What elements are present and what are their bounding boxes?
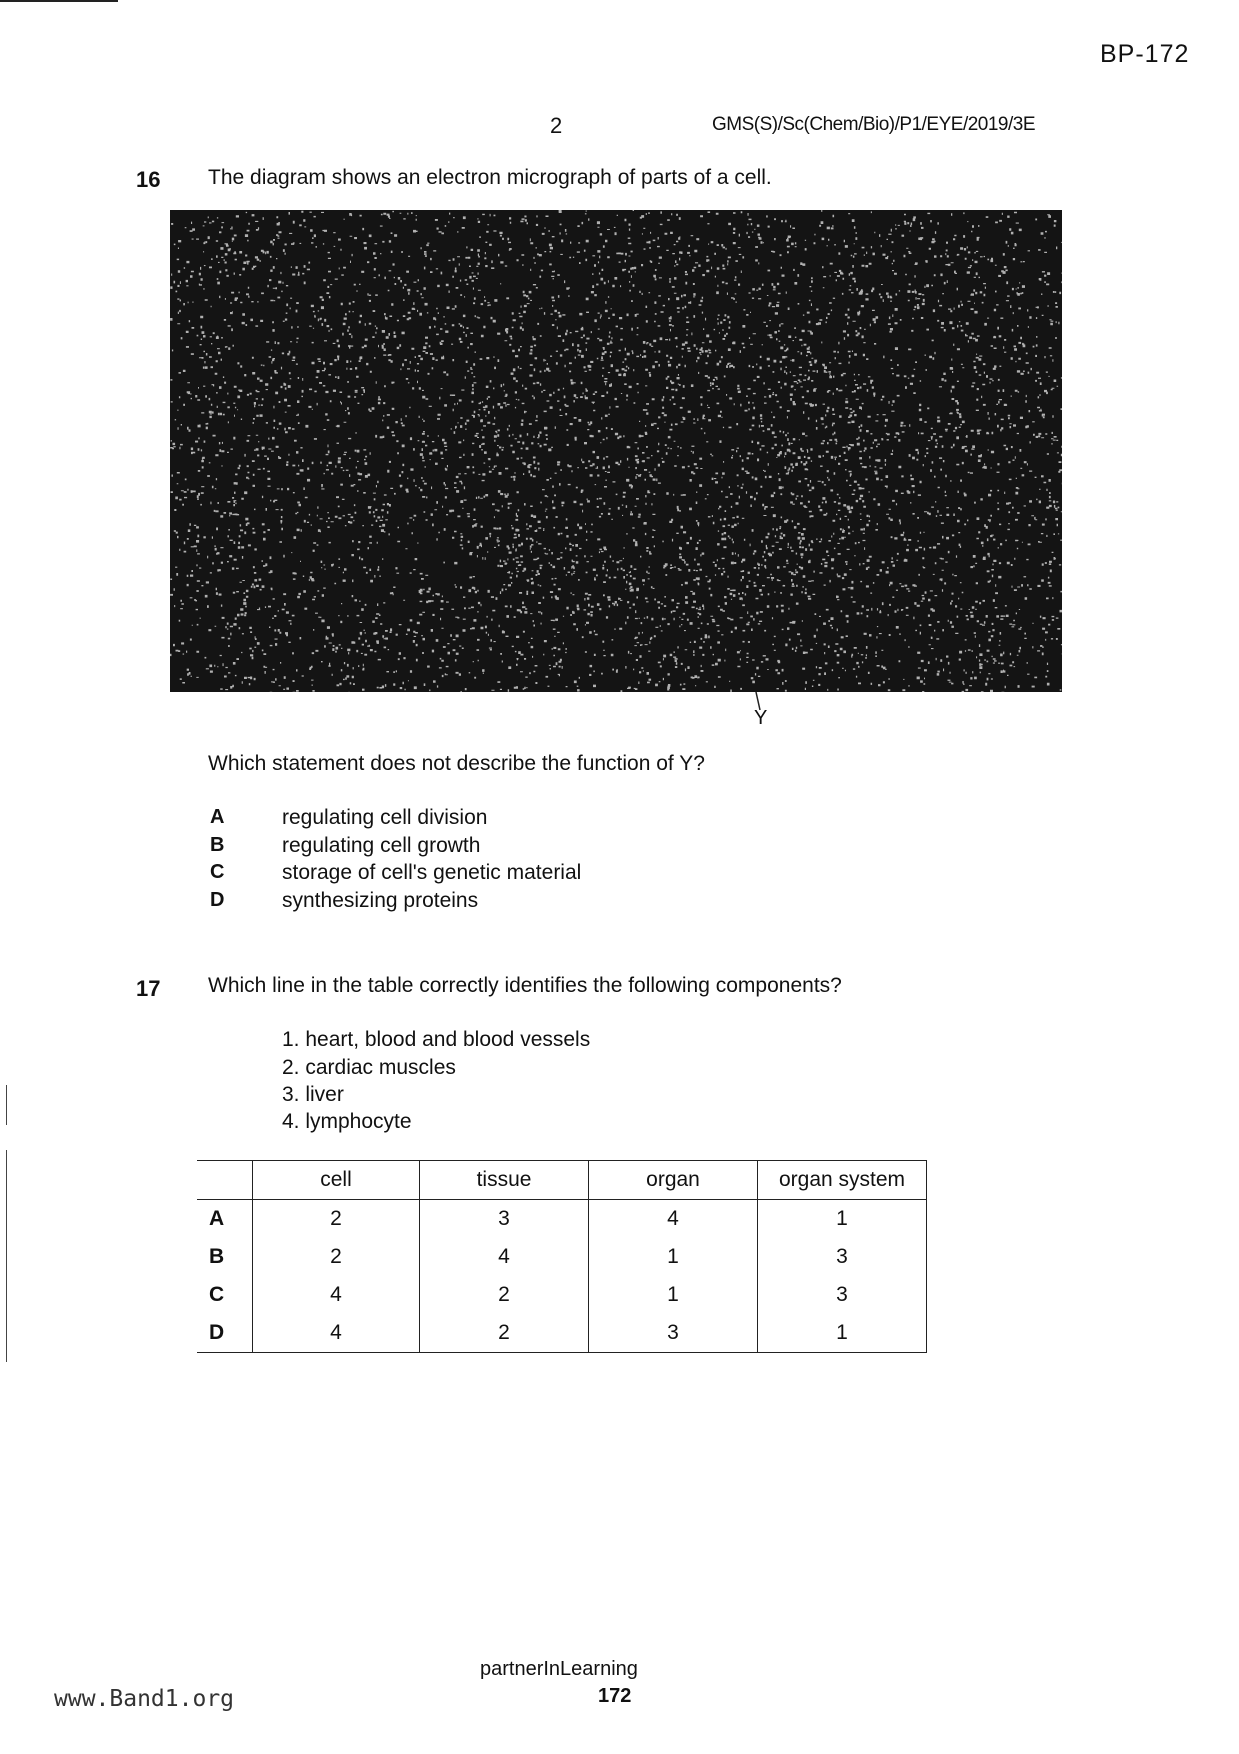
option-d-letter: D bbox=[210, 889, 225, 911]
row-label: B bbox=[197, 1238, 253, 1276]
component-item: 3. liver bbox=[282, 1083, 344, 1106]
component-item: 2. cardiac muscles bbox=[282, 1056, 456, 1079]
component-item: 1. heart, blood and blood vessels bbox=[282, 1028, 591, 1051]
option-b-letter: B bbox=[210, 834, 225, 856]
table-cell: 3 bbox=[758, 1238, 927, 1276]
question-17-text: Which line in the table correctly identifies the following components? bbox=[208, 974, 842, 997]
table-cell: 3 bbox=[758, 1276, 927, 1314]
header-tissue: tissue bbox=[420, 1161, 589, 1200]
footer-page-number: 172 bbox=[598, 1685, 632, 1707]
question-16-number: 16 bbox=[136, 167, 161, 192]
table-cell: 3 bbox=[420, 1200, 589, 1239]
row-label: A bbox=[197, 1200, 253, 1239]
table-header-row bbox=[197, 1161, 927, 1200]
option-a-letter: A bbox=[210, 806, 225, 828]
question-17-number: 17 bbox=[136, 976, 161, 1001]
component-item: 4. lymphocyte bbox=[282, 1110, 412, 1133]
table-row bbox=[197, 1314, 927, 1353]
footer-brand: partnerInLearning bbox=[480, 1658, 638, 1680]
option-a-text: regulating cell division bbox=[282, 806, 488, 829]
footer-website: www.Band1.org bbox=[54, 1686, 235, 1712]
question-16-text: Which statement does not describe the function of Y? bbox=[208, 752, 705, 775]
electron-micrograph bbox=[170, 210, 1062, 692]
table-cell: 2 bbox=[420, 1276, 589, 1314]
row-label: C bbox=[197, 1276, 253, 1314]
table-cell: 2 bbox=[420, 1314, 589, 1353]
margin-mark bbox=[6, 1150, 7, 1362]
table-cell: 1 bbox=[589, 1276, 758, 1314]
table-cell: 4 bbox=[589, 1200, 758, 1239]
table-cell: 4 bbox=[253, 1314, 420, 1353]
answer-table bbox=[197, 1160, 927, 1353]
table-cell: 4 bbox=[253, 1276, 420, 1314]
option-c-text: storage of cell's genetic material bbox=[282, 861, 582, 884]
page-number: 2 bbox=[550, 113, 563, 138]
option-d-text: synthesizing proteins bbox=[282, 889, 479, 912]
table-cell: 1 bbox=[589, 1238, 758, 1276]
table-cell: 1 bbox=[758, 1200, 927, 1239]
margin-mark bbox=[6, 1085, 7, 1125]
option-c-letter: C bbox=[210, 861, 225, 883]
micrograph-speckle bbox=[170, 210, 1062, 692]
option-b-text: regulating cell growth bbox=[282, 834, 481, 857]
paper-code: GMS(S)/Sc(Chem/Bio)/P1/EYE/2019/3E bbox=[712, 114, 1036, 135]
table-corner bbox=[197, 1161, 253, 1200]
table-row bbox=[197, 1276, 927, 1314]
header-organ-system: organ system bbox=[758, 1161, 927, 1200]
page-reference: BP-172 bbox=[1100, 40, 1190, 68]
header-cell: cell bbox=[253, 1161, 420, 1200]
table-cell: 2 bbox=[253, 1200, 420, 1239]
table-row bbox=[197, 1200, 927, 1239]
question-16-prompt: The diagram shows an electron micrograph of parts of a cell. bbox=[208, 166, 772, 189]
table-cell: 4 bbox=[420, 1238, 589, 1276]
table-cell: 1 bbox=[758, 1314, 927, 1353]
table-row bbox=[197, 1238, 927, 1276]
table-cell: 2 bbox=[253, 1238, 420, 1276]
table-cell: 3 bbox=[589, 1314, 758, 1353]
top-rule bbox=[0, 0, 118, 2]
header-organ: organ bbox=[589, 1161, 758, 1200]
micrograph-image bbox=[170, 210, 1062, 692]
row-label: D bbox=[197, 1314, 253, 1353]
label-y: Y bbox=[754, 707, 768, 729]
